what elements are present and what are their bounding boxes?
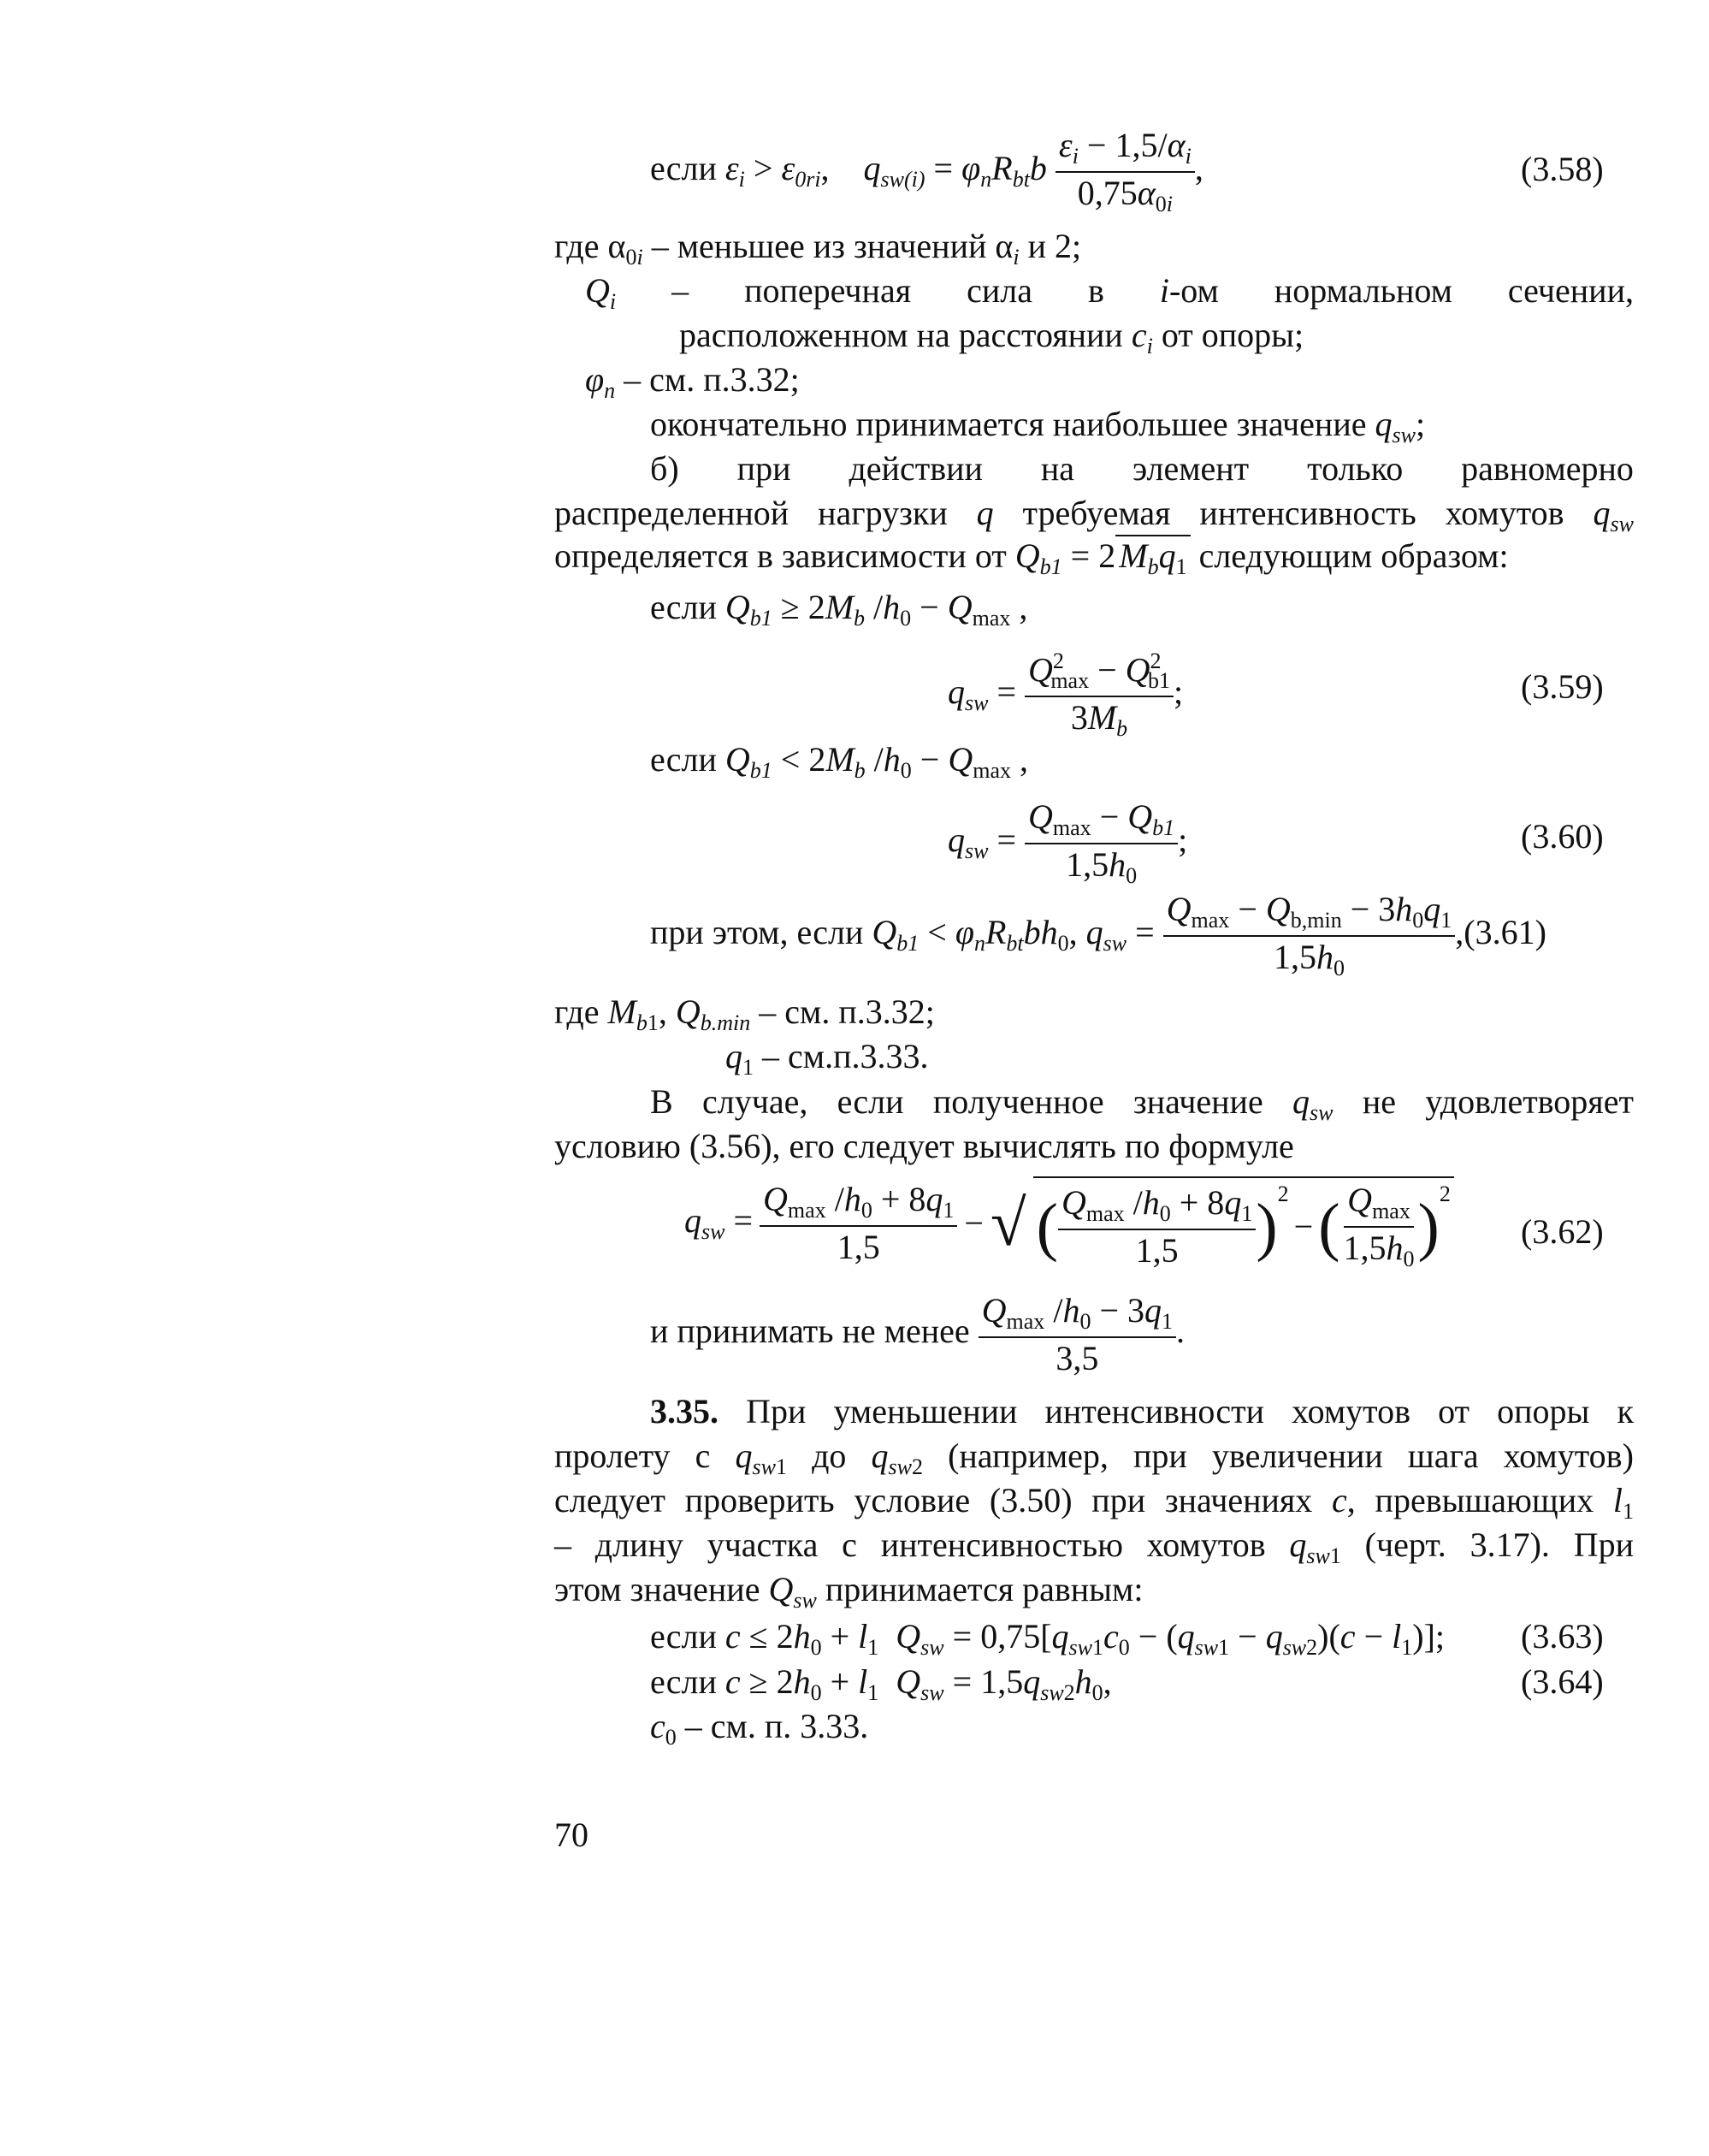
text-line: $q_1 - см.п.3.33$.: [725, 1037, 929, 1080]
text-line: и принимать не менее $\frac{Q_{max} /h_0 - 3q_1}{3,5}$ .: [650, 1291, 1185, 1377]
text-line: 3.35. При уменьшении интенсивности хомутов от опоры к: [650, 1392, 1634, 1430]
text-line: где $\alpha_{0i}$ – меньшее из значений $\alpha_i$ и 2;: [554, 227, 1082, 270]
text-line: определяется в зависимости от $Q_{b1} = 2$ $M_bq_1$ следующим образом:: [554, 536, 1509, 579]
eq-363: если $c \le 2h_0 + l_1$ $Q_{sw} = 0,75[q_{sw1}c_0 - (q_{sw1} - q_{sw2})(c - l_1)]$;: [650, 1617, 1446, 1660]
equation-number: (3.60): [1521, 817, 1604, 856]
eq-360: $q_{sw}$ = $\frac{Q_{max} - Q_{b1}}{1,5h_0}$ ;: [948, 797, 1188, 888]
text-line: В случае, если полученное значение $q_{sw}$ не удовлетворяет: [650, 1082, 1634, 1125]
text-line: расположенном на расстоянии $c_i$ от опоры;: [679, 316, 1304, 358]
text-line: если $Q_{b1} \ge 2M_b$ $/h_0 - Q_{max}$ ,: [650, 588, 1028, 631]
text-line: где $M_{b1}$, $Q_{b.min}$ – см. п.3.32;: [554, 992, 935, 1035]
equation-number: (3.64): [1521, 1662, 1604, 1701]
equation-number: (3.62): [1521, 1212, 1604, 1251]
text-line: – длину участка с интенсивностью хомутов $q_{sw1}$ (черт. 3.17). При: [554, 1525, 1634, 1568]
eq-362: $q_{sw}$ = $\frac{Q_{max} /h_0 + 8q_1}{1,5}$ − √ ( $\frac{Q_{max} /h_0 + 8q_1}{1,5}$ ) $^2$ − ( $\frac{Q_{max}}{1,5h_0}$ ) $^2$: [684, 1176, 1454, 1270]
eq-361: при этом, если $Q_{b1} < \varphi_nR_{bt}bh_0$, $q_{sw}$ = $\frac{Q_{max} - Q_{b,min} - 3h_0q_1}{1,5h_0}$ ,(3.61): [650, 890, 1546, 980]
text-line: если $Q_{b1} < 2M_b$ $/h_0 - Q_{max}$ ,: [650, 740, 1028, 783]
text-line: пролету с $q_{sw1}$ до $q_{sw2}$ (например, при увеличении шага хомутов): [554, 1436, 1634, 1479]
text-line: $\varphi_n$ – см. п.3.32;: [585, 360, 800, 403]
text-line: следует проверить условие (3.50) при значениях c, превышающих $l_1$: [554, 1481, 1634, 1524]
equation-number: (3.63): [1521, 1617, 1604, 1656]
text-line: $c_0$ – см. п. 3.33.: [650, 1707, 869, 1750]
text-line: $Q_i$ – поперечная сила в i-ом нормальном сечении,: [585, 271, 1634, 314]
eq-358: если $\varepsilon_i > \varepsilon_{0ri}$, $q_{sw(i)} = \varphi_nR_{bt}b$ $\frac{\varepsilon_i - 1,5/\alpha_i}{0,75\alpha_{0i}}$ ,: [650, 126, 1203, 216]
text-line: окончательно принимается наибольшее значение $q_{sw}$;: [650, 405, 1426, 447]
eq-359: $q_{sw}$ = $\frac{Q^2_{max} - Q^2_{b1}}{3M_b}$ ;: [948, 649, 1184, 742]
text-line: распределенной нагрузки q требуемая интенсивность хомутов $q_{sw}$: [554, 494, 1634, 536]
equation-number: (3.58): [1521, 150, 1604, 188]
text-line: этом значение $Q_{sw}$ принимается равным:: [554, 1570, 1144, 1613]
eq-364: если $c \ge 2h_0 + l_1$ $Q_{sw} = 1,5q_{sw2}h_0$,: [650, 1662, 1112, 1705]
text-line: б) при действии на элемент только равномерно: [650, 449, 1634, 488]
equation-number: (3.59): [1521, 667, 1604, 706]
text-line: условию (3.56), его следует вычислять по формуле: [554, 1127, 1294, 1165]
page-number: 70: [554, 1815, 588, 1854]
